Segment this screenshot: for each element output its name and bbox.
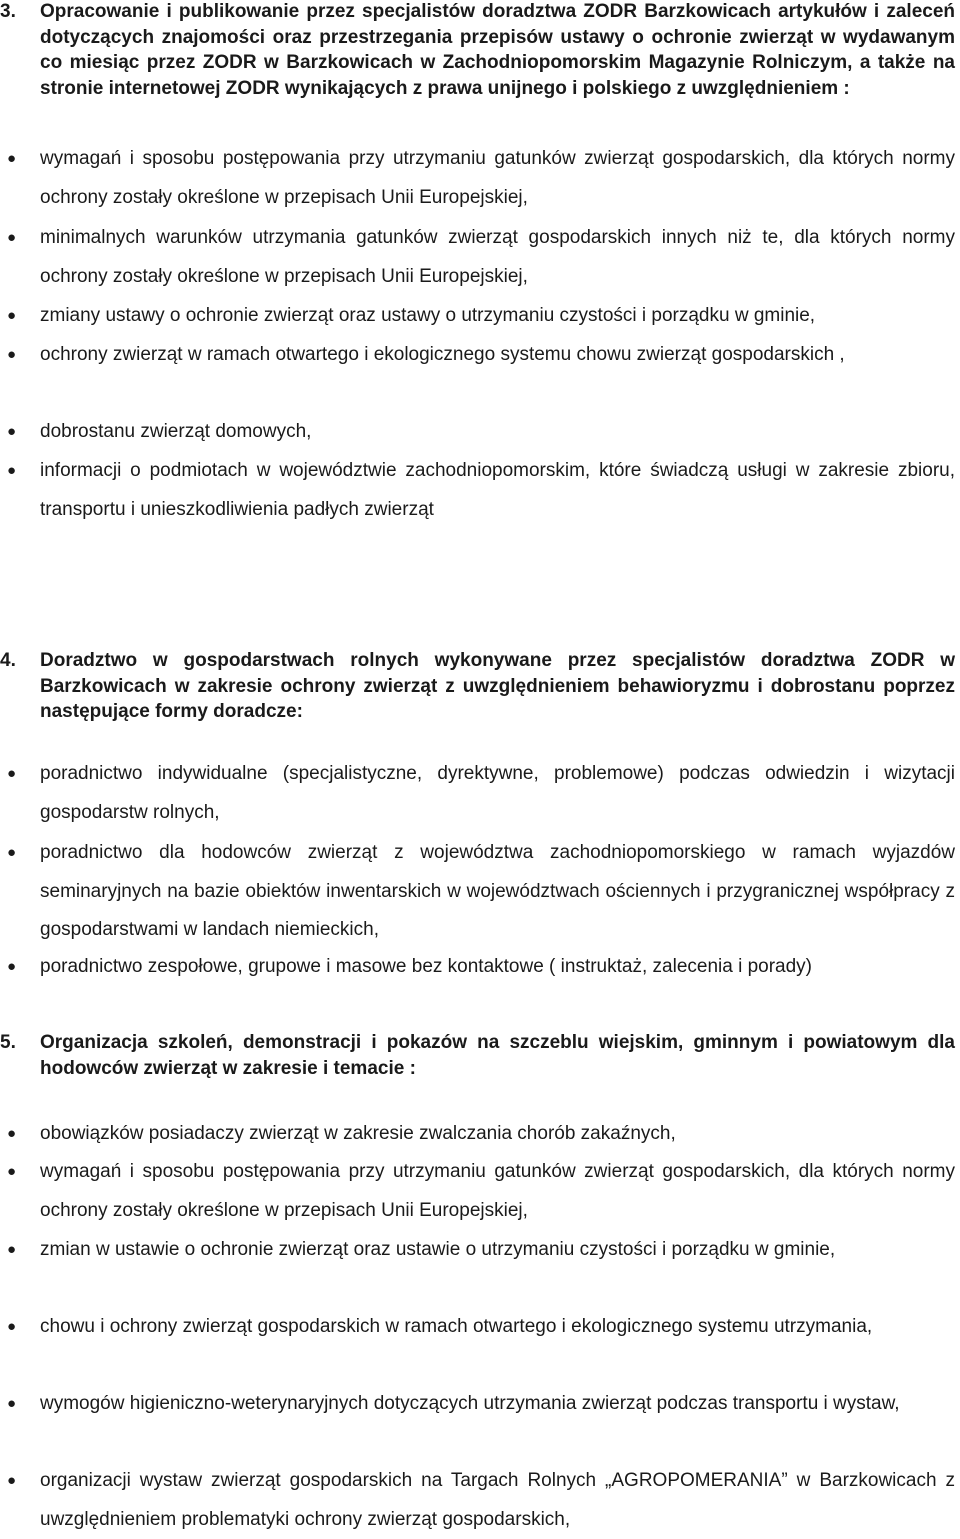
list-item: ● minimalnych warunków utrzymania gatunków zwierząt gospodarskich innych niż te, dla których normy ochrony zostały określone w przepisach Unii Europejskiej,: [0, 219, 955, 296]
list-item: ● wymagań i sposobu postępowania przy utrzymaniu gatunków zwierząt gospodarskich, dla których normy ochrony zostały określone w przepisach Unii Europejskiej,: [0, 140, 955, 217]
list-item: ● organizacji wystaw zwierząt gospodarskich na Targach Rolnych „AGROPOMERANIA” w Barzkowicach z uwzględnieniem problematyki ochrony zwierząt gospodarskich,: [0, 1462, 955, 1539]
list-item: ● ochrony zwierząt w ramach otwartego i ekologicznego systemu chowu zwierząt gospodarskich ,: [0, 336, 955, 375]
bullet-icon: ●: [7, 1125, 17, 1142]
list-item: ● obowiązków posiadaczy zwierząt w zakresie zwalczania chorób zakaźnych,: [0, 1115, 955, 1154]
section-number: 3.: [0, 1, 16, 22]
bullet-icon: ●: [7, 765, 17, 782]
list-item: ● zmian w ustawie o ochronie zwierząt oraz ustawie o utrzymaniu czystości i porządku w gminie,: [0, 1231, 955, 1270]
bullet-icon: ●: [7, 1241, 17, 1258]
list-item: ● wymogów higieniczno-weterynaryjnych dotyczących utrzymania zwierząt podczas transportu i wystaw,: [0, 1385, 955, 1424]
section-3-heading: [0, 0, 955, 101]
list-item: ● poradnictwo indywidualne (specjalistyczne, dyrektywne, problemowe) podczas odwiedzin i wizytacji gospodarstw rolnych,: [0, 755, 955, 832]
list-item: ● zmiany ustawy o ochronie zwierząt oraz ustawy o utrzymaniu czystości i porządku w gminie,: [0, 297, 955, 336]
list-item: ● poradnictwo zespołowe, grupowe i masowe bez kontaktowe ( instruktaż, zalecenia i porady): [0, 948, 955, 987]
bullet-icon: ●: [7, 150, 17, 167]
section-title: Opracowanie i publikowanie przez specjalistów doradztwa ZODR Barzkowicach artykułów i zaleceń dotyczących znajomości oraz przestrzegania przepisów ustawy o ochronie zwierząt w wydawanym co miesiąc przez ZODR w Barzkowicach w Zachodniopomorskim Magazynie Rolniczym, a także na stronie internetowej ZODR wynikających z prawa unijnego i polskiego z uwzględnieniem :: [40, 1, 955, 99]
section-number: 4.: [0, 650, 16, 671]
bullet-icon: ●: [7, 1318, 17, 1335]
section-number: 5.: [0, 1032, 16, 1053]
section-5-heading: [0, 1030, 955, 1081]
list-item: ● dobrostanu zwierząt domowych,: [0, 413, 955, 452]
bullet-icon: ●: [7, 1163, 17, 1180]
bullet-icon: ●: [7, 423, 17, 440]
section-4-heading: [0, 648, 955, 725]
section-title: Organizacja szkoleń, demonstracji i pokazów na szczeblu wiejskim, gminnym i powiatowym dla hodowców zwierząt w zakresie i temacie :: [40, 1032, 955, 1079]
bullet-icon: ●: [7, 1395, 17, 1412]
bullet-icon: ●: [7, 462, 17, 479]
list-item: ● wymagań i sposobu postępowania przy utrzymaniu gatunków zwierząt gospodarskich, dla których normy ochrony zostały określone w przepisach Unii Europejskiej,: [0, 1153, 955, 1230]
section-title: Doradztwo w gospodarstwach rolnych wykonywane przez specjalistów doradztwa ZODR w Barzkowicach w zakresie ochrony zwierząt z uwzględnieniem behawioryzmu i dobrostanu poprzez następujące formy doradcze:: [40, 650, 955, 722]
bullet-icon: ●: [7, 229, 17, 246]
bullet-icon: ●: [7, 844, 17, 861]
bullet-icon: ●: [7, 958, 17, 975]
list-item: ● informacji o podmiotach w województwie zachodniopomorskim, które świadczą usługi w zakresie zbioru, transportu i unieszkodliwienia padłych zwierząt: [0, 452, 955, 529]
list-item: ● poradnictwo dla hodowców zwierząt z województwa zachodniopomorskiego w ramach wyjazdów seminaryjnych na bazie obiektów inwentarskich w województwach ościennych i przygranicznej współpracy z gospodarstwami w landach niemieckich,: [0, 834, 955, 950]
bullet-icon: ●: [7, 307, 17, 324]
list-item: ● chowu i ochrony zwierząt gospodarskich w ramach otwartego i ekologicznego systemu utrzymania,: [0, 1308, 955, 1347]
bullet-icon: ●: [7, 346, 17, 363]
bullet-icon: ●: [7, 1472, 17, 1489]
